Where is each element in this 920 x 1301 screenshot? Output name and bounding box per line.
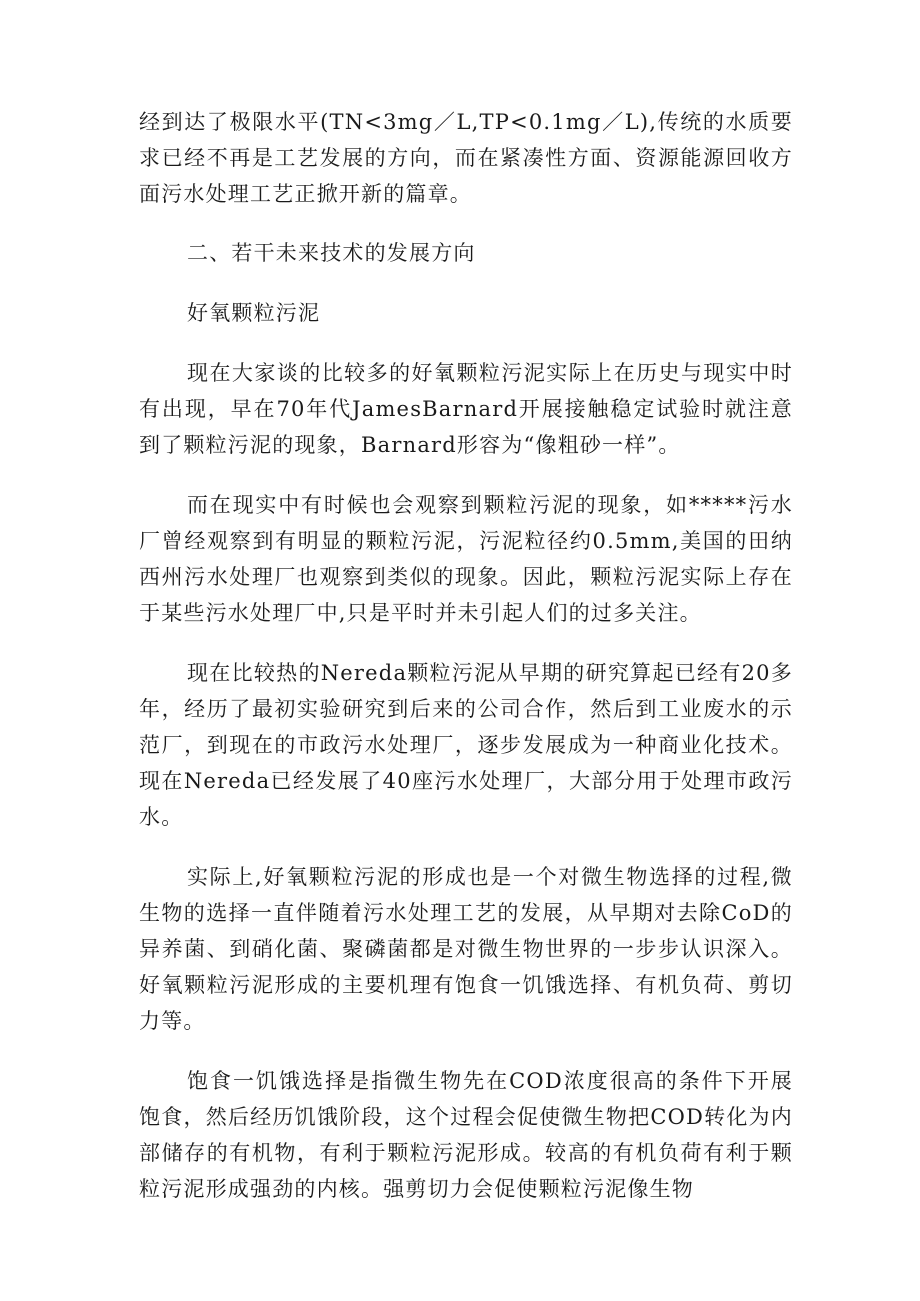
paragraph-observation: 而在现实中有时候也会观察到颗粒污泥的现象，如*****污水厂曾经观察到有明显的颗粒污泥，污泥粒径约0.5mm,美国的田纳西州污水处理厂也观察到类似的现象。因此，颗粒污泥实际上存在于某些污水处理厂中,只是平时并未引起人们的过多关注。 [139, 493, 793, 625]
subsection-heading: 好氧颗粒污泥 [187, 301, 321, 325]
paragraph-nereda: 现在比较热的Nereda颗粒污泥从早期的研究算起已经有20多年，经历了最初实验研究到后来的公司合作，然后到工业废水的示范厂，到现在的市政污水处理厂，逐步发展成为一种商业化技术。现在Nereda已经发展了40座污水处理厂，大部分用于处理市政污水。 [139, 661, 793, 829]
paragraph-history: 现在大家谈的比较多的好氧颗粒污泥实际上在历史与现实中时有出现，早在70年代JamesBarnard开展接触稳定试验时就注意到了颗粒污泥的现象，Barnard形容为“像粗砂一样”。 [139, 361, 793, 457]
paragraph-feast-famine: 饱食一饥饿选择是指微生物先在COD浓度很高的条件下开展饱食，然后经历饥饿阶段，这个过程会促使微生物把COD转化为内部储存的有机物，有利于颗粒污泥形成。较高的有机负荷有利于颗粒污泥形成强劲的内核。强剪切力会促使颗粒污泥像生物 [139, 1069, 793, 1201]
document-body [139, 104, 793, 1207]
section-heading: 二、若干未来技术的发展方向 [187, 241, 476, 265]
paragraph-selection: 实际上,好氧颗粒污泥的形成也是一个对微生物选择的过程,微生物的选择一直伴随着污水处理工艺的发展，从早期对去除CoD的异养菌、到硝化菌、聚磷菌都是对微生物世界的一步步认识深入。好氧颗粒污泥形成的主要机理有饱食一饥饿选择、有机负荷、剪切力等。 [139, 865, 793, 1033]
paragraph-continuation: 经到达了极限水平(TN<3mg／L,TP<0.1mg／L),传统的水质要求已经不再是工艺发展的方向，而在紧凑性方面、资源能源回收方面污水处理工艺正掀开新的篇章。 [139, 110, 793, 206]
